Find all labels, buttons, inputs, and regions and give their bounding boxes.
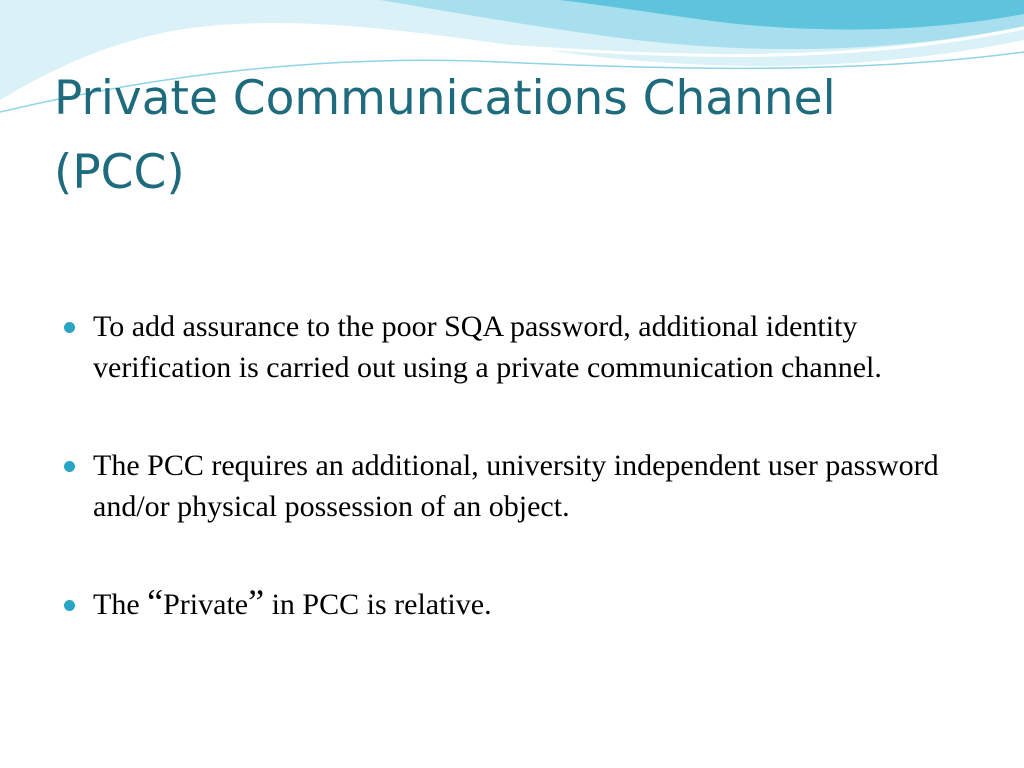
close-quote: ” [248, 582, 265, 622]
title-line-1: Private Communications Channel [54, 71, 836, 126]
slide-title [54, 62, 994, 210]
bullet-text: To add assurance to the poor SQA password, additional identity verification is carried out using a private communication channel. [93, 310, 882, 384]
bullet-text: The PCC requires an additional, university independent user password and/or physical possession of an object. [93, 449, 939, 523]
bullet-item [64, 306, 964, 388]
bullet-dot-icon [64, 461, 75, 472]
bullet-item [64, 584, 964, 625]
bullet-list [64, 306, 964, 625]
bullet-dot-icon [64, 600, 75, 611]
bullet-item [64, 445, 964, 527]
bullet-text-suffix: in PCC is relative. [264, 588, 492, 621]
open-quote: “ [147, 582, 164, 622]
title-line-2: (PCC) [54, 145, 185, 200]
bullet-dot-icon [64, 322, 75, 333]
bullet-text-word: Private [163, 588, 249, 621]
bullet-text-prefix: The [93, 588, 148, 621]
